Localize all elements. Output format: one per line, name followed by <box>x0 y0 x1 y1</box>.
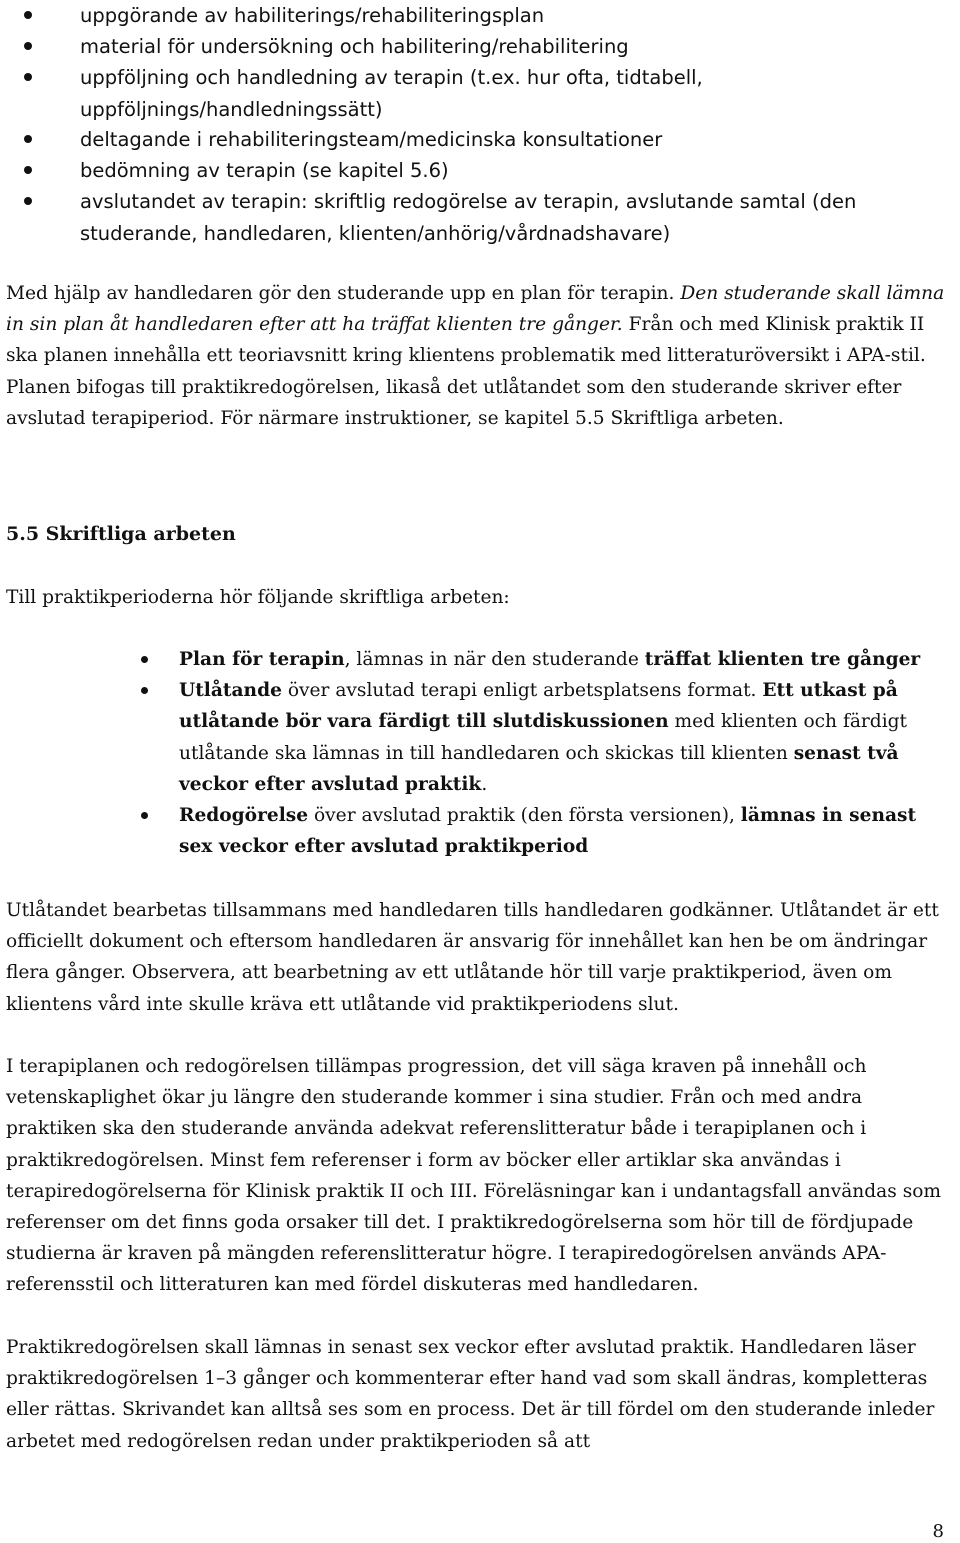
list-item-text: över avslutad praktik (den första versionen), <box>308 805 741 827</box>
bullet-icon <box>24 11 32 19</box>
list-item-text: uppgörande av habiliterings/rehabiliteringsplan <box>80 4 545 27</box>
paragraph-text: Utlåtandet bearbetas tillsammans med handledaren tills handledaren godkänner. Utlåtandet är ett officiellt dokument och eftersom handledaren är ansvarig för innehållet kan hen be om ändringar flera gånger. Observera, att bearbetning av ett utlåtande hör till varje praktikperiod, även om klientens vård inte skulle kräva ett utlåtande vid praktikperiodens slut. <box>6 900 939 1015</box>
plan-paragraph <box>6 278 950 434</box>
list-item <box>0 0 960 31</box>
list-item <box>0 155 960 186</box>
list-item <box>0 644 960 675</box>
bullet-icon <box>141 656 148 663</box>
list-item-text: material för undersökning och habilitering/rehabilitering <box>80 35 629 58</box>
list-item-text: avslutandet av terapin: skriftlig redogörelse av terapin, avslutande samtal (den studerande, handledaren, klienten/anhörig/vårdnadshavare) <box>80 190 857 245</box>
bullet-icon <box>141 687 148 694</box>
list-item <box>0 62 960 124</box>
bold-text: träffat klienten tre gånger <box>644 649 921 670</box>
list-item-text: över avslutad terapi enligt arbetsplatsens format. <box>281 680 763 702</box>
list-item <box>0 31 960 62</box>
list-item-text: uppföljning och handledning av terapin (t.ex. hur ofta, tidtabell, uppföljnings/handledningssätt) <box>80 66 703 121</box>
list-item <box>0 675 960 800</box>
bullet-icon <box>24 166 32 174</box>
list-item-text: bedömning av terapin (se kapitel 5.6) <box>80 159 449 182</box>
intro-paragraph <box>6 582 950 613</box>
paragraph-text: Praktikredogörelsen skall lämnas in senast sex veckor efter avslutad praktik. Handledaren läser praktikredogörelsen 1–3 gånger och kommenterar efter hand vad som skall ändras, kompletteras eller rättas. Skrivandet kan alltså ses som en process. Det är till fördel om den studerande inleder arbetet med redogörelsen redan under praktikperioden så att <box>6 1337 935 1452</box>
list-item <box>0 124 960 155</box>
list-item <box>0 186 960 248</box>
section-heading: 5.5 Skriftliga arbeten <box>6 523 236 545</box>
list-item-text: , lämnas in när den studerande <box>344 649 645 670</box>
bold-text: lämnas in senast sex veckor efter avslutad praktikperiod <box>179 805 917 858</box>
list-item-text: . <box>481 773 488 795</box>
paragraph-text: Från och med Klinisk praktik II ska planen innehålla ett teoriavsnitt kring klientens problematik med litteraturöversikt i APA-stil. Planen bifogas till praktikredogörelsen, likaså det utlåtandet som den studerande skriver efter avslutad terapiperiod. För närmare instruktioner, se kapitel 5.5 Skriftliga arbeten. <box>6 314 926 429</box>
paragraph-text: I terapiplanen och redogörelsen tillämpas progression, det vill säga kraven på innehåll och vetenskaplighet ökar ju längre den studerande kommer i sina studier. Från och med andra praktiken ska den studerande använda adekvat referenslitteratur både i terapiplanen och i praktikredogörelsen. Minst fem referenser i form av böcker eller artiklar ska användas i terapiredogörelserna för Klinisk praktik II och III. Föreläsningar kan i undantagsfall användas som referenser om det finns goda orsaker till det. I praktikredogörelserna som hör till de fördjupade studierna är kraven på mängden referenslitteratur högre. I terapiredogörelsen används APA-referensstil och litteraturen kan med fördel diskuteras med handledaren. <box>6 1056 942 1296</box>
bold-text: Plan för terapin <box>179 649 345 670</box>
bullet-icon <box>24 42 32 50</box>
bold-text: Ett utkast på utlåtande bör vara färdigt till slutdiskussionen <box>179 680 898 733</box>
bold-text: Utlåtande <box>179 680 282 702</box>
bullet-icon <box>141 812 148 819</box>
bullet-icon <box>24 197 32 205</box>
list-item-text: deltagande i rehabiliteringsteam/medicinska konsultationer <box>80 128 663 151</box>
bullet-icon <box>24 135 32 143</box>
bullet-icon <box>24 73 32 81</box>
bold-text: Redogörelse <box>179 805 309 827</box>
list-item-text: med klienten och färdigt utlåtande ska lämnas in till handledaren och skickas till klienten <box>179 711 908 764</box>
statement-paragraph <box>6 895 950 1020</box>
page-number: 8 <box>932 1521 944 1542</box>
bold-text: senast två veckor efter avslutad praktik <box>179 742 899 795</box>
paragraph-text: Till praktikperioderna hör följande skriftliga arbeten: <box>6 587 510 608</box>
task-bullet-list <box>0 0 960 248</box>
progression-paragraph <box>6 1051 950 1301</box>
paragraph-text: Med hjälp av handledaren gör den studerande upp en plan för terapin. <box>6 283 681 304</box>
report-paragraph <box>6 1332 950 1457</box>
written-assignments-list <box>0 644 960 862</box>
italic-text: Den studerande skall lämna in sin plan åt handledaren efter att ha träffat klienten tre gånger. <box>6 283 945 336</box>
list-item <box>0 800 960 862</box>
